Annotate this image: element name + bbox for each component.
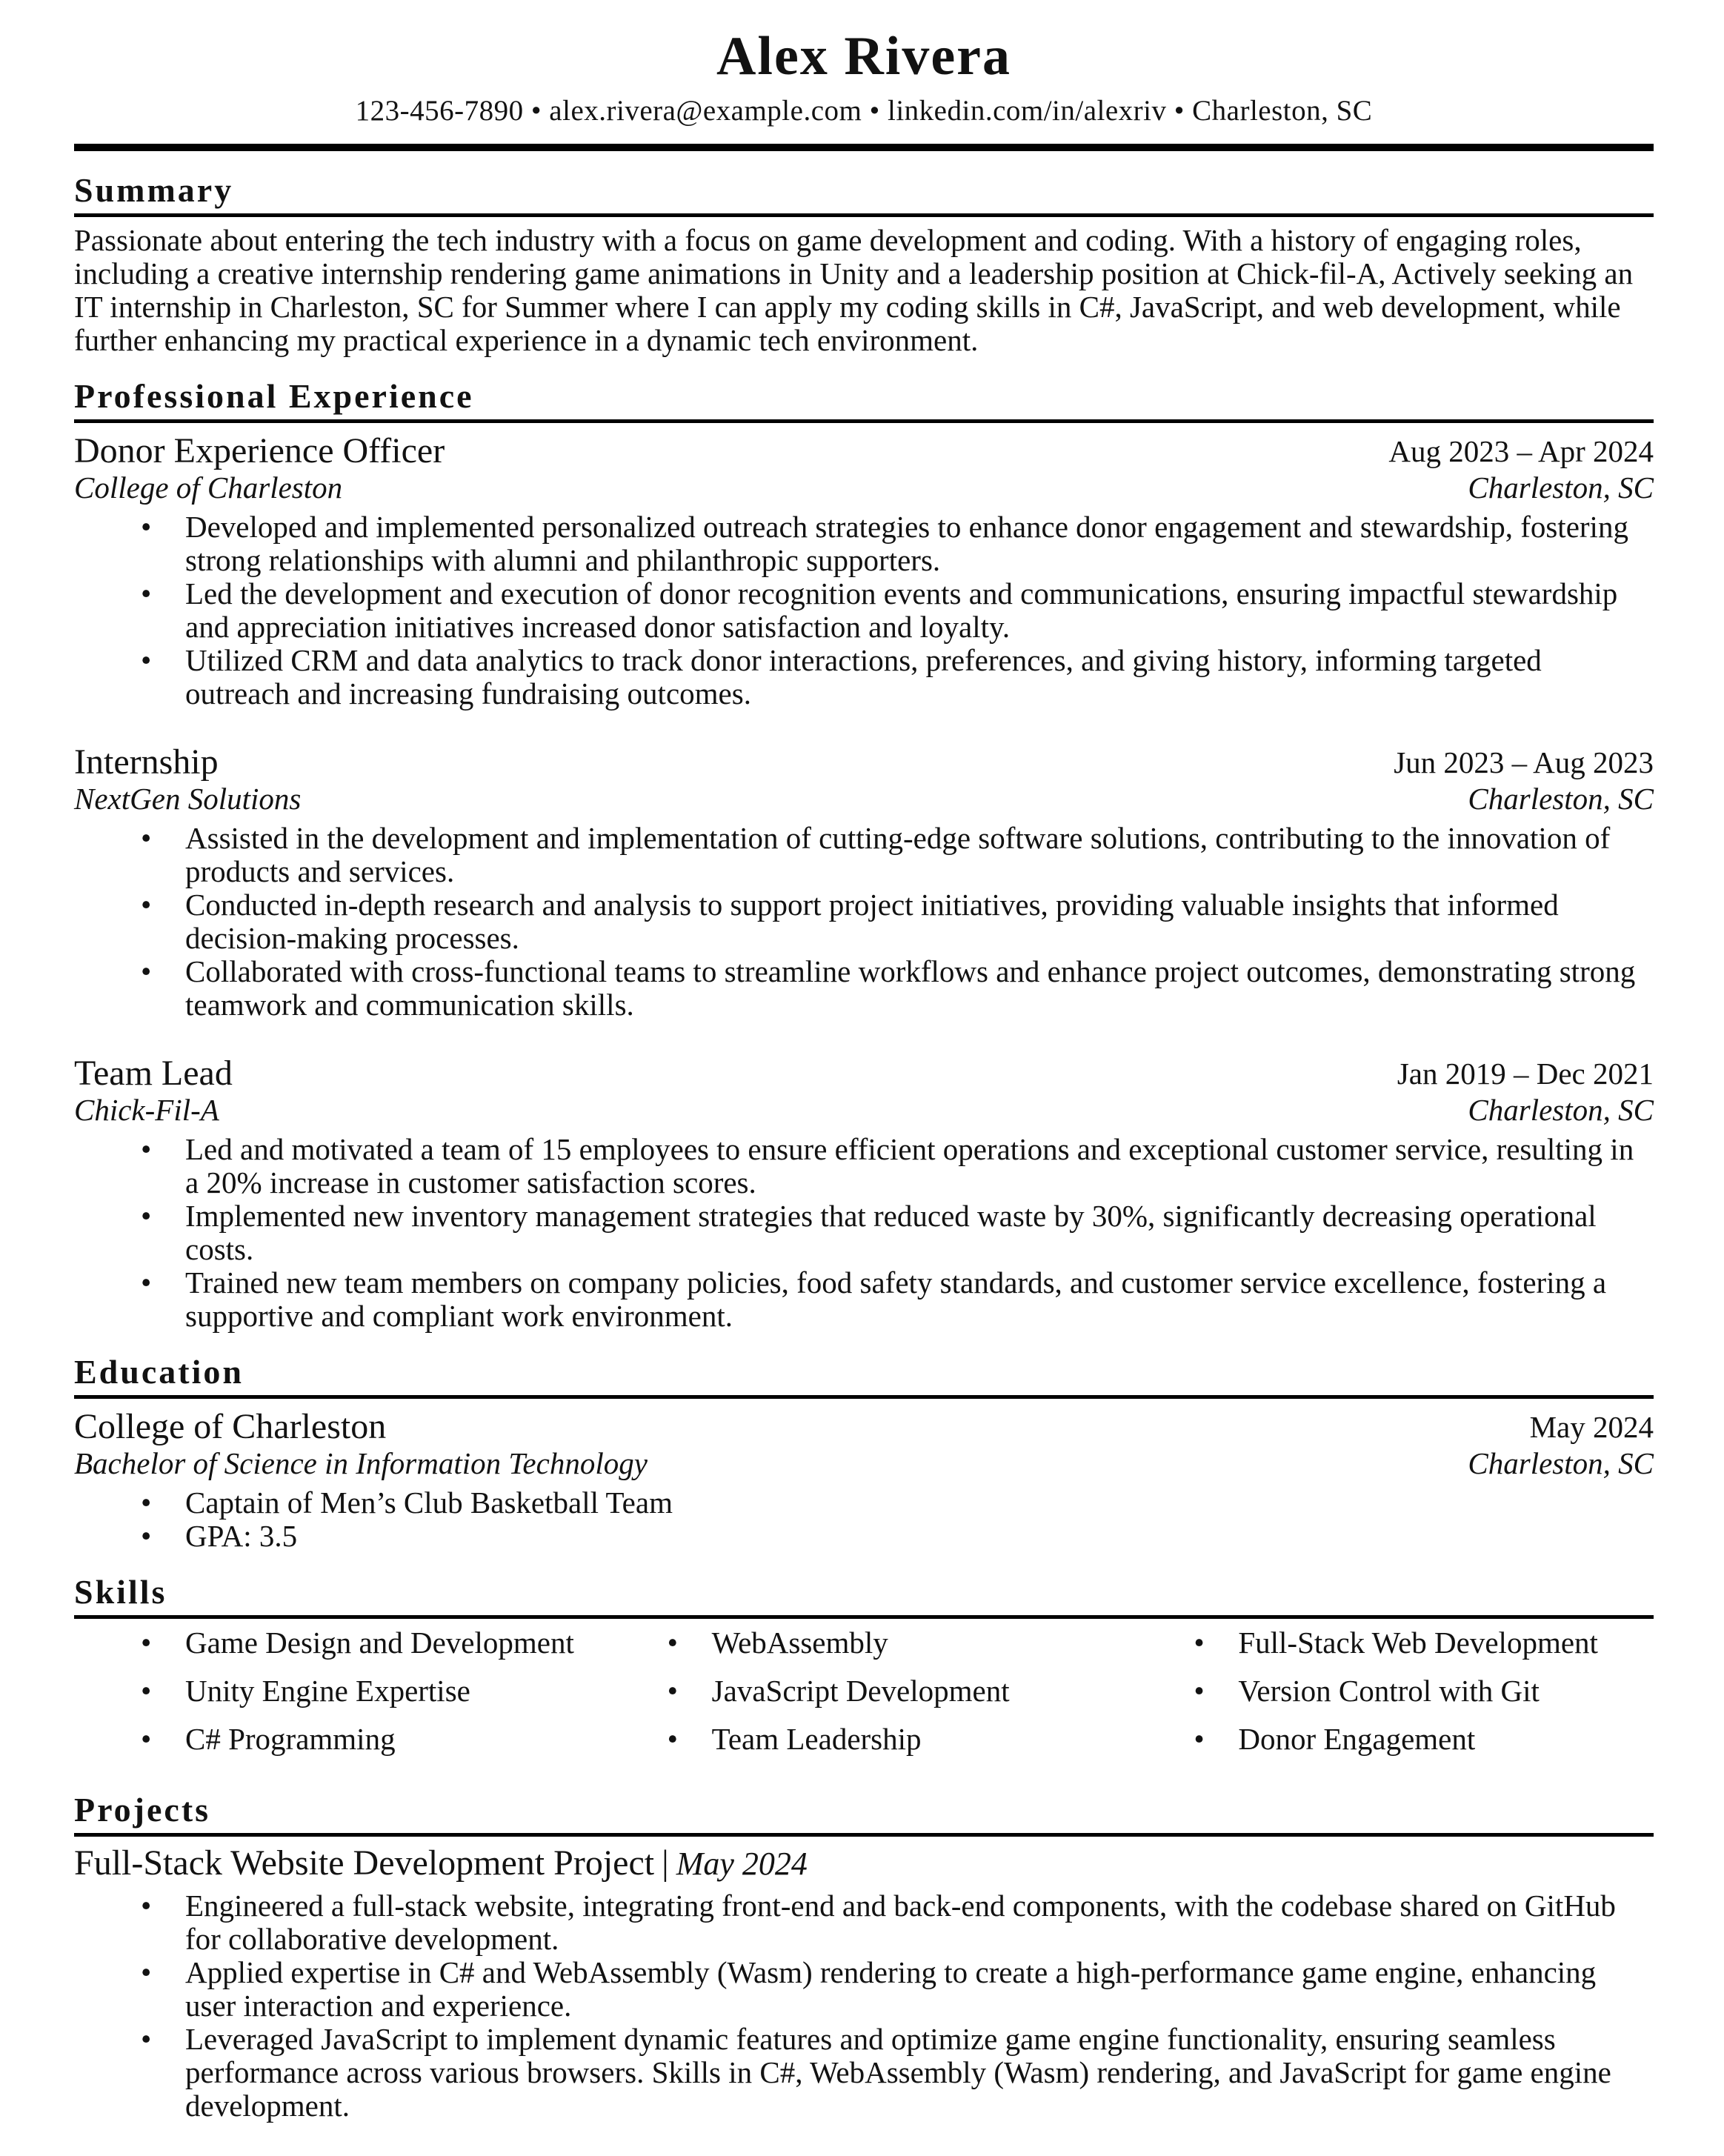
job-dates: Jan 2019 – Dec 2021	[1397, 1057, 1654, 1091]
education-location: Charleston, SC	[1468, 1446, 1654, 1480]
skill-item: • Unity Engine Expertise	[185, 1674, 601, 1708]
job-dates: Aug 2023 – Apr 2024	[1388, 434, 1654, 468]
bullet-item: • Led the development and execution of donor recognition events and communications, ensuring impactful stewardship and appreciation initiatives increased donor satisfaction and loyalty.	[185, 577, 1654, 644]
skills-grid	[74, 1626, 1654, 1771]
project-bullets	[74, 1889, 1654, 2123]
section-summary	[74, 170, 1654, 357]
bullet-item: • Captain of Men’s Club Basketball Team	[185, 1486, 1654, 1520]
bullet-item: • Conducted in-depth research and analysis to support project initiatives, providing valuable insights that informed decision-making processes.	[185, 888, 1654, 955]
skill-item: • Game Design and Development	[185, 1626, 601, 1660]
bullet-item: • Utilized CRM and data analytics to track donor interactions, preferences, and giving history, informing targeted outreach and increasing fundraising outcomes.	[185, 644, 1654, 711]
job-location: Charleston, SC	[1468, 1093, 1654, 1127]
section-projects	[74, 1790, 1654, 2123]
job-title: Donor Experience Officer	[74, 431, 445, 470]
skills-list	[601, 1626, 1128, 1756]
skills-heading: Skills	[74, 1573, 167, 1611]
job-header-right	[1388, 432, 1654, 505]
job-header-right	[1397, 1054, 1654, 1127]
education-heading: Education	[74, 1353, 244, 1391]
education-divider	[74, 1395, 1654, 1399]
education-header	[74, 1408, 1654, 1480]
skill-item: • Version Control with Git	[1238, 1674, 1654, 1708]
experience-heading: Professional Experience	[74, 377, 474, 415]
bullet-item: • Engineered a full-stack website, integrating front-end and back-end components, with the codebase shared on GitHub for collaborative development.	[185, 1889, 1654, 1956]
candidate-name: Alex Rivera	[716, 26, 1012, 87]
job-header-left	[74, 743, 301, 816]
job-bullets	[74, 510, 1654, 711]
section-education	[74, 1352, 1654, 1553]
job-header	[74, 743, 1654, 816]
job-bullets	[74, 822, 1654, 1022]
job-entry	[74, 743, 1654, 1022]
job-bullets	[74, 1133, 1654, 1333]
skill-item: • Full-Stack Web Development	[1238, 1626, 1654, 1660]
job-company: Chick-Fil-A	[74, 1093, 219, 1127]
experience-divider	[74, 419, 1654, 423]
skills-column	[1127, 1626, 1654, 1771]
education-header-left	[74, 1408, 648, 1480]
education-header-right	[1468, 1408, 1654, 1480]
projects-heading: Projects	[74, 1791, 211, 1829]
project-date: May 2024	[676, 1846, 808, 1882]
job-header-left	[74, 1054, 233, 1127]
skill-item: • WebAssembly	[712, 1626, 1128, 1660]
bullet-item: • Applied expertise in C# and WebAssembly (Wasm) rendering to create a high-performance game engine, enhancing user interaction and experience.	[185, 1956, 1654, 2023]
summary-heading: Summary	[74, 171, 234, 209]
summary-text: Passionate about entering the tech industry with a focus on game development and coding. With a history of engaging roles, including a creative internship rendering game animations in Unity and a leadership position at Chick-fil-A, Actively seeking an IT internship in Charleston, SC for Summer where I can apply my coding skills in C#, JavaScript, and web development, while further enhancing my practical experience in a dynamic tech environment.	[74, 223, 1634, 357]
education-bullets	[74, 1486, 1654, 1553]
skills-column	[74, 1626, 601, 1771]
job-header-left	[74, 432, 445, 505]
project-separator: |	[662, 1843, 669, 1883]
skills-column	[601, 1626, 1128, 1771]
job-title: Team Lead	[74, 1054, 233, 1093]
skill-item: • C# Programming	[185, 1723, 601, 1756]
bullet-item: • Led and motivated a team of 15 employees to ensure efficient operations and exceptional customer service, resulting in a 20% increase in customer satisfaction scores.	[185, 1133, 1654, 1200]
job-header	[74, 1054, 1654, 1127]
education-degree: Bachelor of Science in Information Technology	[74, 1446, 648, 1480]
skill-item: • JavaScript Development	[712, 1674, 1128, 1708]
skill-item: • Donor Engagement	[1238, 1723, 1654, 1756]
job-title: Internship	[74, 742, 219, 782]
job-entry	[74, 432, 1654, 711]
job-company: NextGen Solutions	[74, 782, 302, 816]
education-date: May 2024	[1529, 1410, 1654, 1444]
bullet-item: • Trained new team members on company policies, food safety standards, and customer service excellence, fostering a supportive and compliant work environment.	[185, 1266, 1654, 1333]
education-entry	[74, 1408, 1654, 1553]
bullet-item: • Implemented new inventory management strategies that reduced waste by 30%, significantly decreasing operational costs.	[185, 1200, 1654, 1266]
section-skills	[74, 1572, 1654, 1771]
skills-divider	[74, 1615, 1654, 1619]
job-header-right	[1394, 743, 1654, 816]
section-experience	[74, 376, 1654, 1333]
skills-list	[74, 1626, 601, 1756]
job-header	[74, 432, 1654, 505]
bullet-item: • Leveraged JavaScript to implement dynamic features and optimize game engine functionality, ensuring seamless performance across various browsers. Skills in C#, WebAssembly (Wasm) rendering, and JavaScript for game engine development.	[185, 2023, 1654, 2123]
education-school: College of Charleston	[74, 1407, 387, 1446]
summary-divider	[74, 213, 1654, 217]
bullet-item: • Collaborated with cross-functional teams to streamline workflows and enhance project outcomes, demonstrating strong teamwork and communication skills.	[185, 955, 1654, 1022]
job-location: Charleston, SC	[1468, 470, 1654, 505]
header-divider	[74, 144, 1654, 151]
bullet-item: • GPA: 3.5	[185, 1520, 1654, 1553]
job-entry	[74, 1054, 1654, 1333]
job-company: College of Charleston	[74, 470, 343, 505]
project-title-line	[74, 1844, 1654, 1883]
skills-list	[1127, 1626, 1654, 1756]
project-name: Full-Stack Website Development Project	[74, 1843, 655, 1883]
job-location: Charleston, SC	[1468, 782, 1654, 816]
skill-item: • Team Leadership	[712, 1723, 1128, 1756]
contact-line: 123-456-7890 • alex.rivera@example.com • linkedin.com/in/alexriv • Charleston, SC	[355, 95, 1373, 127]
bullet-item: • Assisted in the development and implementation of cutting-edge software solutions, contributing to the innovation of products and services.	[185, 822, 1654, 888]
bullet-item: • Developed and implemented personalized outreach strategies to enhance donor engagement and stewardship, fostering strong relationships with alumni and philanthropic supporters.	[185, 510, 1654, 577]
job-dates: Jun 2023 – Aug 2023	[1394, 745, 1654, 779]
projects-divider	[74, 1833, 1654, 1837]
